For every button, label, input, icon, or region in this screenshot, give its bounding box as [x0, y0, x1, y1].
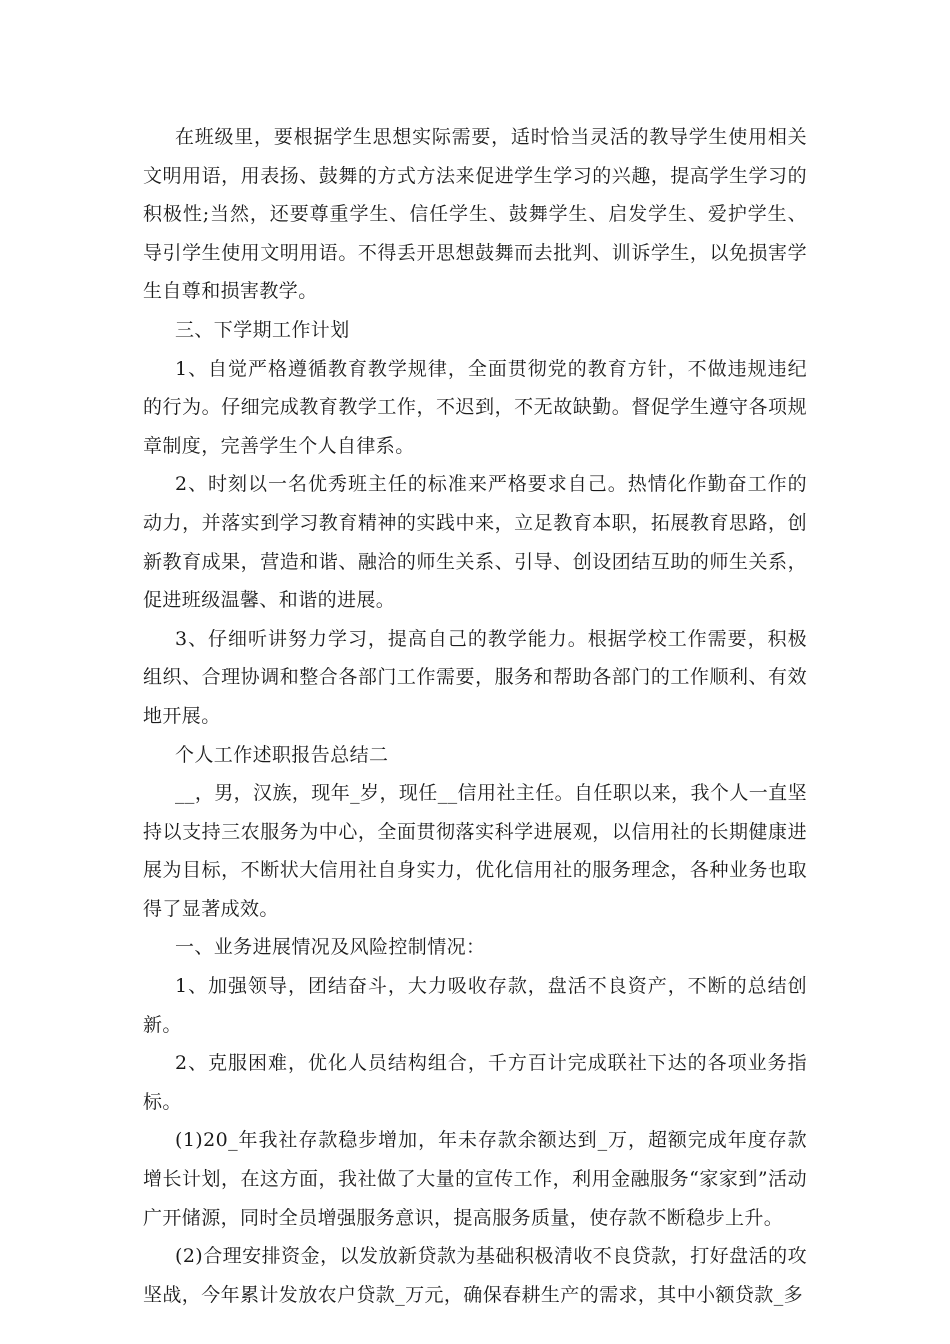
paragraph-class-guidance: 在班级里，要根据学生思想实际需要，适时恰当灵活的教导学生使用相关文明用语，用表扬、鼓舞的方式方法来促进学生学习的兴趣，提高学生学习的积极性;当然，还要尊重学生、信任学生、鼓舞学生、启发学生、爱护学生、导引学生使用文明用语。不得丢开思想鼓舞而去批判、训诉学生，以免损害学生自尊和损害教学。: [143, 126, 807, 303]
document-body: [143, 118, 807, 1314]
paragraph-plan-item-2: 2、时刻以一名优秀班主任的标准来严格要求自己。热情化作勤奋工作的动力，并落实到学习教育精神的实践中来，立足教育本职，拓展教育思路，创新教育成果，营造和谐、融洽的师生关系、引导、创设团结互助的师生关系，促进班级温馨、和谐的进展。: [143, 473, 807, 612]
paragraph-business-item-2: 2、克服困难，优化人员结构组合，千方百计完成联社下达的各项业务指标。: [143, 1052, 807, 1113]
heading-business-progress: 一、业务进展情况及风险控制情况：: [175, 936, 486, 959]
paragraph-business-item-1: 1、加强领导，团结奋斗，大力吸收存款，盘活不良资产，不断的总结创新。: [143, 975, 807, 1036]
heading-next-term-plan: 三、下学期工作计划: [175, 318, 350, 341]
paragraph-intro: __，男，汉族，现年_岁，现任__信用社主任。自任职以来，我个人一直坚持以支持三农服务为中心，全面贯彻落实科学进展观，以信用社的长期健康进展为目标，不断状大信用社自身实力，优化信用社的服务理念，各种业务也取得了显著成效。: [143, 782, 807, 920]
paragraph-deposits: (1)20_年我社存款稳步增加，年未存款余额达到_万，超额完成年度存款增长计划，在这方面，我社做了大量的宣传工作，利用金融服务“家家到”活动广开储源，同时全员增强服务意识，提高服务质量，使存款不断稳步上升。: [143, 1129, 807, 1229]
paragraph-loans: (2)合理安排资金，以发放新贷款为基础积极清收不良贷款，打好盘活的攻坚战，今年累计发放农户贷款_万元，确保春耕生产的需求，其中小额贷款_多: [143, 1245, 807, 1306]
paragraph-plan-item-3: 3、仔细听讲努力学习，提高自己的教学能力。根据学校工作需要，积极组织、合理协调和整合各部门工作需要，服务和帮助各部门的工作顺利、有效地开展。: [143, 627, 807, 727]
heading-report-two: 个人工作述职报告总结二: [175, 743, 389, 766]
paragraph-plan-item-1: 1、自觉严格遵循教育教学规律，全面贯彻党的教育方针，不做违规违纪的行为。仔细完成教育教学工作，不迟到，不无故缺勤。督促学生遵守各项规章制度，完善学生个人自律系。: [143, 357, 807, 457]
